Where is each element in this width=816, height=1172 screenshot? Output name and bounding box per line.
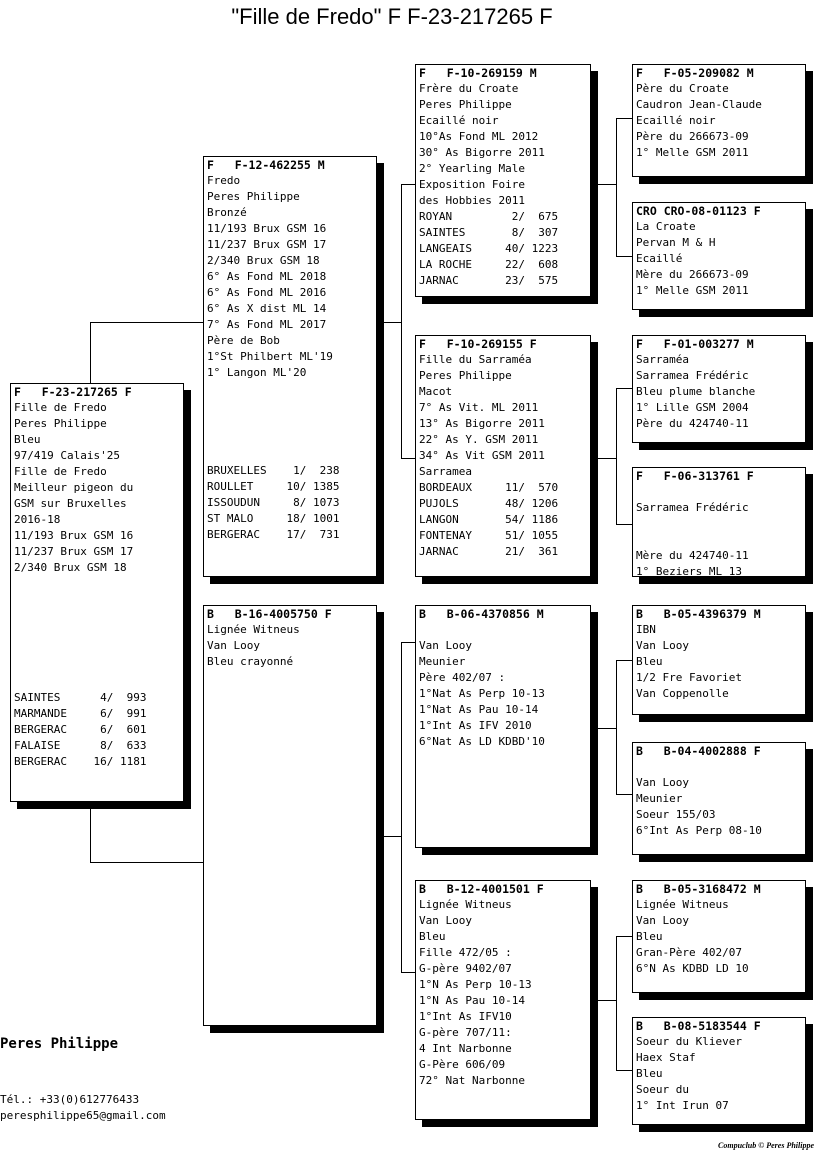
- connector-line: [590, 1000, 616, 1001]
- connector-line: [616, 660, 633, 661]
- card-line: 1°N As Pau 10-14: [419, 994, 525, 1007]
- connector-line: [401, 184, 416, 185]
- card-header: B B-08-5183544 F: [636, 1019, 761, 1033]
- card-header: B B-12-4001501 F: [419, 882, 544, 896]
- card-line: ROYAN 2/ 675: [419, 210, 559, 223]
- card-line: Sarramea Frédéric: [636, 501, 749, 514]
- card-line: 10°As Fond ML 2012: [419, 130, 539, 143]
- card-line: 13° As Bigorre 2011: [419, 417, 545, 430]
- card-line: Bleu: [636, 655, 663, 668]
- card-line: Lignée Witneus: [207, 623, 300, 636]
- card-line: Fille de Fredo: [14, 465, 107, 478]
- owner-email: peresphilippe65@gmail.com: [0, 1109, 166, 1122]
- card-line: Bleu: [636, 930, 663, 943]
- connector-line: [590, 458, 616, 459]
- connector-line: [401, 184, 402, 459]
- connector-line: [401, 642, 402, 973]
- card-line: 97/419 Calais'25: [14, 449, 120, 462]
- card-line: Van Looy: [636, 639, 689, 652]
- card-line: Soeur du: [636, 1083, 689, 1096]
- card-line: Van Looy: [207, 639, 260, 652]
- card-line: LANGON 54/ 1186: [419, 513, 559, 526]
- card-line: Sarramea: [419, 465, 472, 478]
- card-line: Van Looy: [419, 639, 472, 652]
- race-result-row: SAINTES 4/ 993: [14, 691, 147, 704]
- card-line: Fredo: [207, 174, 241, 187]
- card-header: F F-23-217265 F: [14, 385, 132, 399]
- card-line: 11/193 Brux GSM 16: [14, 529, 134, 542]
- card-line: BORDEAUX 11/ 570: [419, 481, 559, 494]
- card-header: F F-10-269159 M: [419, 66, 537, 80]
- connector-line: [616, 524, 633, 525]
- race-result-row: MARMANDE 6/ 991: [14, 707, 147, 720]
- card-line: 1°N As Perp 10-13: [419, 978, 532, 991]
- card-line: 22° As Y. GSM 2011: [419, 433, 539, 446]
- card-line: Pervan M & H: [636, 236, 716, 249]
- card-line: Père du 424740-11: [636, 417, 749, 430]
- card-line: Bleu crayonné: [207, 655, 294, 668]
- card-line: 6° As Fond ML 2018: [207, 270, 327, 283]
- pedigree-card-dam: [203, 605, 377, 1026]
- card-line: Sarramea Frédéric: [636, 369, 749, 382]
- race-results: [207, 463, 374, 543]
- card-line: PUJOLS 48/ 1206: [419, 497, 559, 510]
- card-line: 2016-18: [14, 513, 61, 526]
- card-line: Père du 266673-09: [636, 130, 749, 143]
- connector-line: [616, 1070, 633, 1071]
- owner-name: Peres Philippe: [0, 1036, 119, 1052]
- card-line: Gran-Père 402/07: [636, 946, 742, 959]
- card-line: G-père 707/11:: [419, 1026, 512, 1039]
- card-line: 1° Lille GSM 2004: [636, 401, 749, 414]
- pedigree-card-subject: [10, 383, 184, 802]
- card-line: Van Looy: [636, 914, 689, 927]
- pedigree-card-dam-dam-dam: [632, 1017, 806, 1125]
- connector-line: [401, 458, 416, 459]
- pedigree-card-dam-dam: [415, 880, 591, 1120]
- card-line: JARNAC 21/ 361: [419, 545, 559, 558]
- pedigree-card-dam-sire-dam: [632, 742, 806, 855]
- card-line: Sarraméa: [636, 353, 689, 366]
- card-line: 7° As Fond ML 2017: [207, 318, 327, 331]
- card-line: [636, 759, 803, 775]
- card-line: 1° Melle GSM 2011: [636, 284, 749, 297]
- card-line: Macot: [419, 385, 453, 398]
- card-line: Bleu: [419, 930, 446, 943]
- connector-line: [616, 388, 633, 389]
- card-header: B B-04-4002888 F: [636, 744, 761, 758]
- card-line: 2/340 Brux GSM 18: [14, 561, 127, 574]
- card-line: Peres Philippe: [419, 98, 512, 111]
- card-line: Haex Staf: [636, 1051, 696, 1064]
- card-line: Bleu: [636, 1067, 663, 1080]
- card-line: Ecaillé: [636, 252, 683, 265]
- card-header: B B-16-4005750 F: [207, 607, 332, 621]
- connector-line: [616, 794, 633, 795]
- card-line: Caudron Jean-Claude: [636, 98, 762, 111]
- pedigree-card-sire-sire-sire: [632, 64, 806, 177]
- card-line: 2/340 Brux GSM 18: [207, 254, 320, 267]
- card-header: F F-10-269155 F: [419, 337, 537, 351]
- card-line: Meunier: [419, 655, 466, 668]
- pedigree-card-sire-sire-dam: [632, 202, 806, 310]
- card-line: Fille du Sarraméa: [419, 353, 532, 366]
- card-line: Père 402/07 :: [419, 671, 506, 684]
- race-result-row: BRUXELLES 1/ 238: [207, 464, 340, 477]
- card-line: 72° Nat Narbonne: [419, 1074, 525, 1087]
- card-line: FONTENAY 51/ 1055: [419, 529, 559, 542]
- connector-line: [616, 936, 617, 1071]
- card-line: GSM sur Bruxelles: [14, 497, 127, 510]
- card-line: LANGEAIS 40/ 1223: [419, 242, 559, 255]
- card-line: 11/193 Brux GSM 16: [207, 222, 327, 235]
- card-line: 30° As Bigorre 2011: [419, 146, 545, 159]
- card-line: Peres Philippe: [207, 190, 300, 203]
- race-result-row: ISSOUDUN 8/ 1073: [207, 496, 340, 509]
- card-line: 1° Melle GSM 2011: [636, 146, 749, 159]
- card-line: [636, 516, 803, 532]
- race-result-row: FALAISE 8/ 633: [14, 739, 147, 752]
- card-line: Bronzé: [207, 206, 247, 219]
- card-line: 4 Int Narbonne: [419, 1042, 512, 1055]
- card-line: G-Père 606/09: [419, 1058, 506, 1071]
- connector-line: [616, 256, 633, 257]
- pedigree-card-sire-dam-dam: [632, 467, 806, 577]
- card-line: Van Coppenolle: [636, 687, 729, 700]
- card-line: des Hobbies 2011: [419, 194, 525, 207]
- card-line: 6°Nat As LD KDBD'10: [419, 735, 545, 748]
- connector-line: [401, 642, 416, 643]
- card-line: 1° Beziers ML 13: [636, 565, 742, 578]
- card-line: Fille de Fredo: [14, 401, 107, 414]
- card-line: Bleu: [14, 433, 41, 446]
- pedigree-card-dam-sire: [415, 605, 591, 848]
- card-line: 11/237 Brux GSM 17: [207, 238, 327, 251]
- card-line: 6°Int As Perp 08-10: [636, 824, 762, 837]
- connector-line: [616, 388, 617, 525]
- race-results: [14, 690, 181, 770]
- card-line: [636, 532, 803, 548]
- card-line: 1°Nat As Perp 10-13: [419, 687, 545, 700]
- card-line: SAINTES 8/ 307: [419, 226, 559, 239]
- pedigree-card-sire-sire: [415, 64, 591, 297]
- owner-phone: Tél.: +33(0)612776433: [0, 1093, 140, 1106]
- card-line: 1° Langon ML'20: [207, 366, 307, 379]
- card-line: 6° As Fond ML 2016: [207, 286, 327, 299]
- card-line: Ecaillé noir: [419, 114, 499, 127]
- card-line: 2° Yearling Male: [419, 162, 525, 175]
- race-result-row: ROULLET 10/ 1385: [207, 480, 340, 493]
- card-line: Van Looy: [636, 776, 689, 789]
- card-header: F F-05-209082 M: [636, 66, 754, 80]
- card-header: B B-05-4396379 M: [636, 607, 761, 621]
- card-line: Mère du 266673-09: [636, 268, 749, 281]
- card-line: Meilleur pigeon du: [14, 481, 134, 494]
- card-line: Père du Croate: [636, 82, 729, 95]
- connector-line: [616, 118, 633, 119]
- card-line: Soeur du Kliever: [636, 1035, 742, 1048]
- connector-line: [376, 322, 401, 323]
- card-line: JARNAC 23/ 575: [419, 274, 559, 287]
- card-line: 1/2 Fre Favoriet: [636, 671, 742, 684]
- connector-line: [616, 118, 617, 257]
- card-line: Ecaillé noir: [636, 114, 716, 127]
- card-line: 1°Nat As Pau 10-14: [419, 703, 539, 716]
- race-result-row: BERGERAC 6/ 601: [14, 723, 147, 736]
- card-line: Peres Philippe: [419, 369, 512, 382]
- card-header: B B-06-4370856 M: [419, 607, 544, 621]
- card-line: [636, 484, 803, 500]
- card-line: La Croate: [636, 220, 696, 233]
- card-line: [419, 622, 588, 638]
- card-line: Bleu plume blanche: [636, 385, 756, 398]
- card-line: IBN: [636, 623, 656, 636]
- pedigree-card-sire-dam-sire: [632, 335, 806, 443]
- race-result-row: ST MALO 18/ 1001: [207, 512, 340, 525]
- connector-line: [90, 322, 204, 323]
- card-line: Lignée Witneus: [419, 898, 512, 911]
- connector-line: [401, 972, 416, 973]
- connector-line: [90, 802, 91, 862]
- card-line: 1°St Philbert ML'19: [207, 350, 333, 363]
- card-line: Peres Philippe: [14, 417, 107, 430]
- card-line: G-père 9402/07: [419, 962, 512, 975]
- connector-line: [590, 184, 616, 185]
- card-line: Meunier: [636, 792, 683, 805]
- pedigree-card-sire-dam: [415, 335, 591, 577]
- connector-line: [90, 862, 204, 863]
- connector-line: [616, 660, 617, 795]
- card-line: 34° As Vit GSM 2011: [419, 449, 545, 462]
- pedigree-card-sire: [203, 156, 377, 577]
- card-line: Soeur 155/03: [636, 808, 716, 821]
- card-line: 11/237 Brux GSM 17: [14, 545, 134, 558]
- card-line: 1° Int Irun 07: [636, 1099, 729, 1112]
- card-header: CRO CRO-08-01123 F: [636, 204, 761, 218]
- pedigree-card-dam-dam-sire: [632, 880, 806, 993]
- card-line: Van Looy: [419, 914, 472, 927]
- card-line: Lignée Witneus: [636, 898, 729, 911]
- connector-line: [590, 728, 616, 729]
- pedigree-card-dam-sire-sire: [632, 605, 806, 715]
- card-header: B B-05-3168472 M: [636, 882, 761, 896]
- card-line: Frère du Croate: [419, 82, 519, 95]
- card-line: Père de Bob: [207, 334, 280, 347]
- card-header: F F-12-462255 M: [207, 158, 325, 172]
- card-header: F F-06-313761 F: [636, 469, 754, 483]
- card-line: 1°Int As IFV10: [419, 1010, 512, 1023]
- card-line: 7° As Vit. ML 2011: [419, 401, 539, 414]
- race-result-row: BERGERAC 16/ 1181: [14, 755, 147, 768]
- card-line: 6°N As KDBD LD 10: [636, 962, 749, 975]
- card-line: 6° As X dist ML 14: [207, 302, 327, 315]
- card-line: Fille 472/05 :: [419, 946, 512, 959]
- card-line: 1°Int As IFV 2010: [419, 719, 532, 732]
- card-line: Mère du 424740-11: [636, 549, 749, 562]
- race-result-row: BERGERAC 17/ 731: [207, 528, 340, 541]
- card-line: LA ROCHE 22/ 608: [419, 258, 559, 271]
- card-header: F F-01-003277 M: [636, 337, 754, 351]
- connector-line: [616, 936, 633, 937]
- software-credit: Compuclub © Peres Philippe: [718, 1141, 814, 1150]
- connector-line: [376, 836, 401, 837]
- connector-line: [90, 322, 91, 384]
- card-line: Exposition Foire: [419, 178, 525, 191]
- pedigree-title: "Fille de Fredo" F F-23-217265 F: [231, 4, 553, 29]
